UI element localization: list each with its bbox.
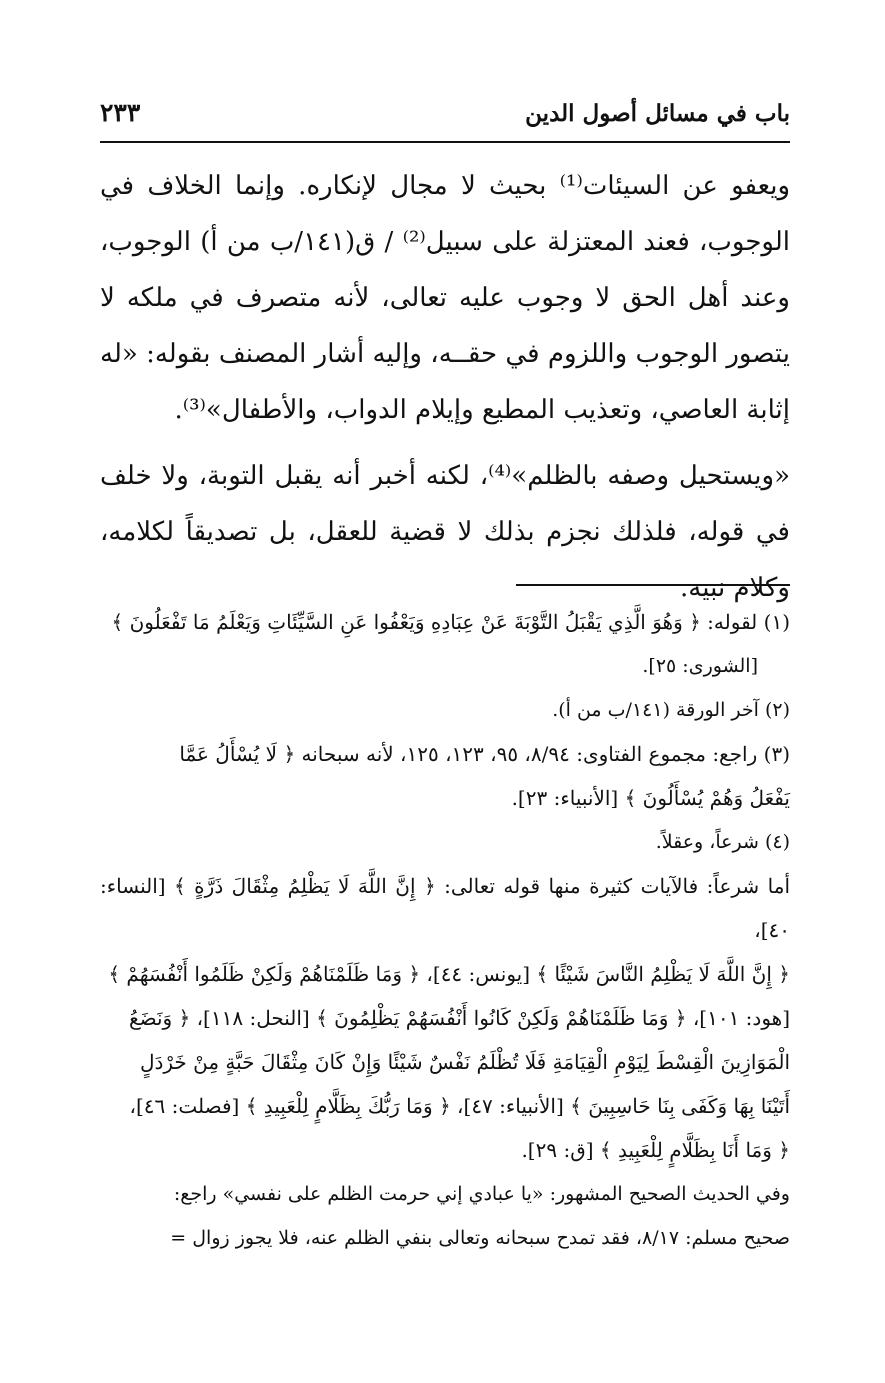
page-header <box>100 96 790 140</box>
footnote-4-line: صحيح مسلم: ٨/١٧، فقد تمدح سبحانه وتعالى بنفي الظلم عنه، فلا يجوز زوال = <box>170 1227 790 1249</box>
footnote-4-line: الْمَوَازِينَ الْقِسْطَ لِيَوْمِ الْقِيَامَةِ فَلَا تُظْلَمُ نَفْسٌ شَيْئًا وَإِنْ كَانَ مِثْقَالَ حَبَّةٍ مِنْ خَرْدَلٍ <box>139 1050 790 1074</box>
footnote-4-line: أَتَيْنَا بِهَا وَكَفَى بِنَا حَاسِبِينَ ﴾ [الأنبياء: ٤٧]، ﴿ وَمَا رَبُّكَ بِظَلَّامٍ لِلْعَبِيدِ ﴾ [فصلت: ٤٦]، <box>129 1094 790 1118</box>
main-text <box>100 158 790 616</box>
footnote-4-line: [هود: ١٠١]، ﴿ وَمَا ظَلَمْنَاهُمْ وَلَكِنْ كَانُوا أَنْفُسَهُمْ يَظْلِمُونَ ﴾ [النحل: ١١٨]، ﴿ وَنَضَعُ <box>128 1006 790 1030</box>
footnote-4-line: وفي الحديث الصحيح المشهور: «يا عبادي إني حرمت الظلم على نفسي» راجع: <box>173 1183 790 1205</box>
header-rule <box>100 141 790 143</box>
running-title: باب في مسائل أصول الدين <box>525 100 790 127</box>
footnote-1: (١) لقوله: ﴿ وَهُوَ الَّذِي يَقْبَلُ التَّوْبَةَ عَنْ عِبَادِهِ وَيَعْفُوا عَنِ السَّيِّئَاتِ وَيَعْلَمُ مَا تَفْعَلُونَ ﴾ <box>111 610 790 634</box>
footnote-4-line: أما شرعاً: فالآيات كثيرة منها قوله تعالى: ﴿ إِنَّ اللَّهَ لَا يَظْلِمُ مِثْقَالَ ذَرَّةٍ ﴾ [النساء: ٤٠]، <box>100 874 790 942</box>
footnote-2: (٢) آخر الورقة (١٤١/ب من أ). <box>552 699 790 721</box>
footnote-separator <box>516 584 790 586</box>
footnote-3-continuation: يَفْعَلُ وَهُمْ يُسْأَلُونَ ﴾ [الأنبياء: ٢٣]. <box>511 786 790 810</box>
footnotes <box>100 600 790 1260</box>
footnote-4-line: ﴿ وَمَا أَنَا بِظَلَّامٍ لِلْعَبِيدِ ﴾ [ق: ٢٩]. <box>521 1138 790 1162</box>
footnote-4-line: ﴿ إِنَّ اللَّهَ لَا يَظْلِمُ النَّاسَ شَيْئًا ﴾ [يونس: ٤٤]، ﴿ وَمَا ظَلَمْنَاهُمْ وَلَكِنْ ظَلَمُوا أَنْفُسَهُمْ ﴾ <box>108 962 790 986</box>
footnote-1-reference: [الشورى: ٢٥]. <box>642 655 758 677</box>
footnote-4: (٤) شرعاً، وعقلاً. <box>655 831 790 853</box>
footnote-3: (٣) راجع: مجموع الفتاوى: ٨/٩٤، ٩٥، ١٢٣، ١٢٥، لأنه سبحانه ﴿ لَا يُسْأَلُ عَمَّا <box>179 742 790 766</box>
paragraph: «ويستحيل وصفه بالظلم»⁽⁴⁾، لكنه أخبر أنه يقبل التوبة، ولا خلف في قوله، فلذلك نجزم بذلك لا قضية للعقل، بل تصديقاً لكلامه، وكلام نبيه. <box>100 461 790 603</box>
page-number: ٢٣٣ <box>100 98 141 127</box>
paragraph: ويعفو عن السيئات⁽¹⁾ بحيث لا مجال لإنكاره. وإنما الخلاف في الوجوب، فعند المعتزلة على سبيل⁽²⁾ / ق(١٤١/ب من أ) الوجوب، وعند أهل الحق لا وجوب عليه تعالى، لأنه متصرف في ملكه لا يتصور الوجوب واللزوم في حقــه، وإليه أشار المصنف بقوله: «له إثابة العاصي، وتعذيب المطيع وإيلام الدواب، والأطفال»⁽³⁾. <box>100 171 790 425</box>
